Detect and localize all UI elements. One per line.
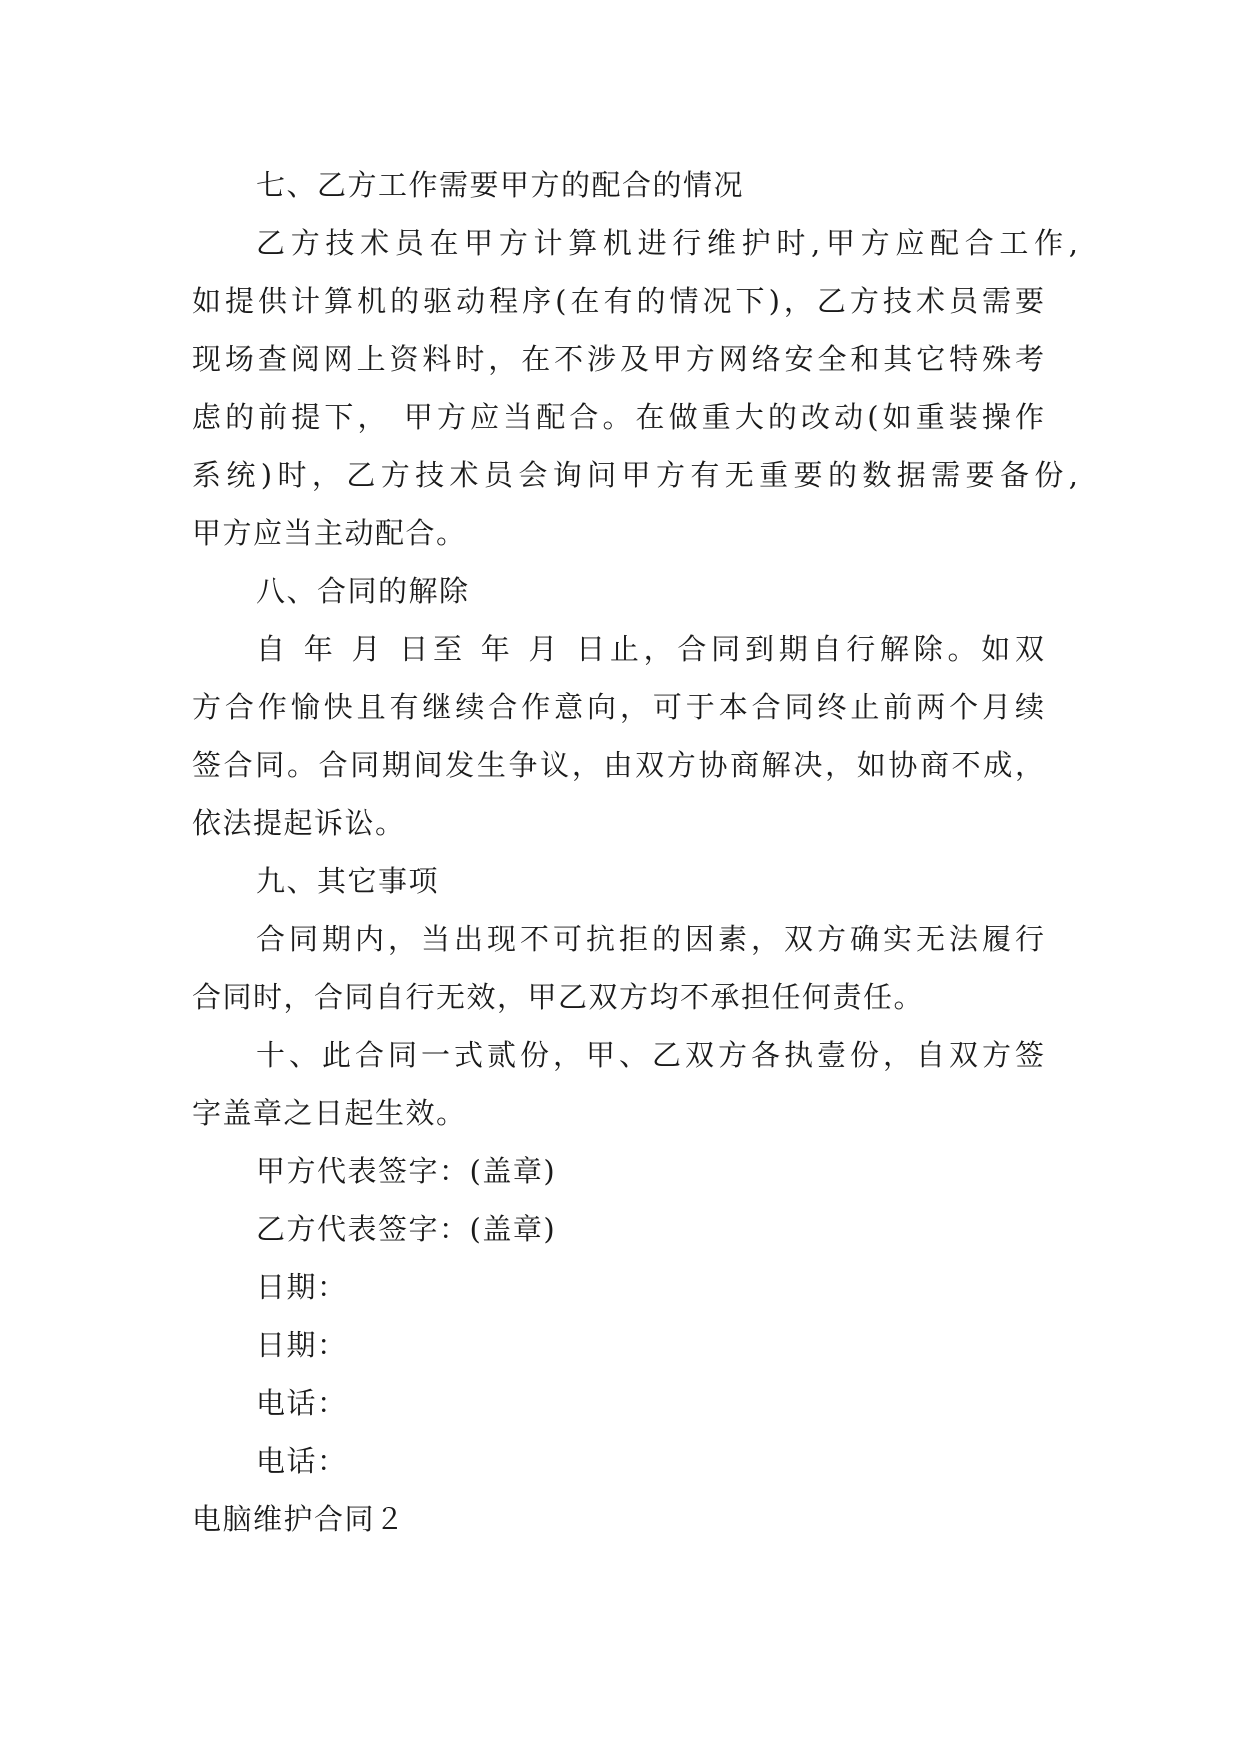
paragraph-line: 合同时，合同自行无效，甲乙双方均不承担任何责任。 (192, 980, 925, 1014)
section-7-heading: 七、乙方工作需要甲方的配合的情况 (256, 168, 745, 202)
paragraph-line: 现场查阅网上资料时，在不涉及甲方网络安全和其它特殊考 (192, 342, 1044, 376)
section-10-line: 十、此合同一式贰份，甲、乙双方各执壹份，自双方签 (256, 1038, 1044, 1072)
party-a-signature: 甲方代表签字：(盖章) (256, 1154, 557, 1188)
paragraph-line: 依法提起诉讼。 (192, 806, 406, 840)
next-document-title: 电脑维护合同２ (192, 1502, 406, 1536)
phone-field: 电话： (256, 1444, 348, 1478)
paragraph-line: 系统)时，乙方技术员会询问甲方有无重要的数据需要备份, (192, 458, 1078, 492)
paragraph-line: 方合作愉快且有继续合作意向，可于本合同终止前两个月续 (192, 690, 1044, 724)
paragraph-line: 乙方技术员在甲方计算机进行维护时,甲方应配合工作, (256, 226, 1078, 260)
paragraph-line: 合同期内，当出现不可抗拒的因素，双方确实无法履行 (256, 922, 1044, 956)
date-field: 日期： (256, 1270, 348, 1304)
paragraph-line: 签合同。合同期间发生争议，由双方协商解决，如协商不成， (192, 748, 1044, 782)
phone-field: 电话： (256, 1386, 348, 1420)
paragraph-line: 如提供计算机的驱动程序(在有的情况下)，乙方技术员需要 (192, 284, 1044, 318)
section-8-heading: 八、合同的解除 (256, 574, 470, 608)
paragraph-line: 自 年 月 日至 年 月 日止，合同到期自行解除。如双 (256, 632, 1044, 666)
paragraph-line: 甲方应当主动配合。 (192, 516, 467, 550)
date-field: 日期： (256, 1328, 348, 1362)
paragraph-line: 虑的前提下， 甲方应当配合。在做重大的改动(如重装操作 (192, 400, 1044, 434)
section-9-heading: 九、其它事项 (256, 864, 440, 898)
paragraph-line: 字盖章之日起生效。 (192, 1096, 467, 1130)
party-b-signature: 乙方代表签字：(盖章) (256, 1212, 557, 1246)
